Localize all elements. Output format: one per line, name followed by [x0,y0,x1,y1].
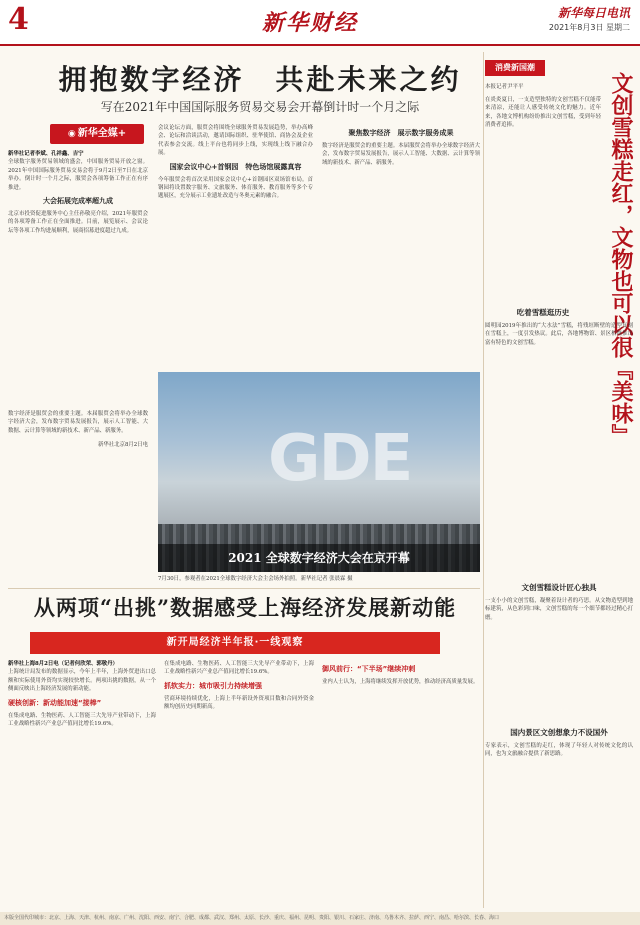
issue-date: 2021年8月3日 星期二 [548,23,630,32]
subhead-1-body: 北京市投资促进服务中心主任孙敬亮介绍，2021年服贸会的各项筹备工作正在全面推进。目前，展览展示、会议论坛等各项工作均进展顺利，展商招募进度超过九成。 [8,210,148,234]
subhead-2: 国家会议中心+首钢园 特色场馆展露真容 [169,162,302,171]
sidebar-author: 本报记者尹平平 [485,84,524,90]
sidebar-subhead-3-body: 专家表示，文创雪糕的走红，体现了年轻人对传统文化的认同，也为文旅融合提供了新思路。 [485,743,633,758]
print-cities-footer: 本版全国代印城市：北京、上海、天津、杭州、南京、广州、沈阳、西安、南宁、合肥、成都、武汉、郑州、太原、长沙、重庆、福州、昆明、贵阳、银川、石家庄、济南、乌鲁木齐、拉萨、西宁、南昌、哈尔滨、长春、海口 [0,912,640,925]
lead-column-3 [322,124,480,364]
page-header [0,0,640,46]
newspaper-brand: 新华每日电讯 [557,6,630,20]
sidebar-headline: 文创雪糕走红，文物也可以很『美味』 [608,72,634,446]
news-photo [158,372,480,572]
second-headline: 从两项“出挑”数据感受上海经济发展新动能 [33,595,457,620]
sidebar-subhead-1-body: 圆明园2019年推出的“大水法”雪糕，将残垣断壁的造型复刻在雪糕上，一度引发热议。此后，各地博物馆、景区相继推出富有特色的文创雪糕。 [485,323,633,346]
photo-credit: 7月30日，参观者在2021全球数字经济大会主会场外拍照。新华社记者 张晨霖 摄 [158,576,353,582]
lead-column-4 [8,410,148,580]
divider [8,588,480,589]
photo-caption-title: 2021 全球数字经济大会在京开幕 [158,544,480,572]
page-number: 4 [8,2,29,37]
subhead-1: 大会拓展完成率超九成 [43,196,113,205]
subhead-3-body: 数字经济是服贸会的重要主题。本届服贸会将举办全球数字经济大会，发布数字贸易发展报告，展示人工智能、大数据、云计算等领域的新技术、新产品、新服务。 [322,143,480,166]
section-title: 新华财经 [262,10,359,36]
second-column-3 [322,660,480,908]
column-rule [483,52,484,908]
sidebar-article [485,52,635,912]
second-column-2 [164,660,314,908]
second-subhead-3-body: 业内人士认为，上海将继续发挥开放优势，推动经济高质量发展。 [322,679,479,685]
sidebar-subhead-1: 吃着雪糕逛历史 [516,308,570,317]
sidebar-tag: 消费新国潮 [485,60,545,76]
byline: 新华社记者李斌、孔祥鑫、吉宁 [8,151,84,157]
lead-continued: 数字经济是服贸会的重要主题。本届服贸会将举办全球数字经济大会，发布数字贸易发展报告，展示人工智能、大数据、云计算等领域的新技术、新产品、新服务。 [8,411,148,434]
media-tag [50,124,144,144]
second-column-1 [8,660,156,908]
series-banner: 新开局经济半年报·一线观察 [30,632,440,654]
sidebar-subhead-2: 文创雪糕设计匠心独具 [521,583,597,592]
lead-mid-body: 会议论坛方面，服贸会将围绕全球服务贸易发展趋势，举办高峰会、论坛和洽谈活动，邀请国际组织、驻华使馆、商协会及企业代表参会交流。线上平台也将同步上线，实现线上线下融合办展。 [158,125,313,157]
second-subhead-1: 硬核创新：新动能加速“接棒” [8,698,102,707]
sidebar-subhead-3: 国内景区文创想象力不设国外 [510,728,608,737]
second-subhead-3: 御风前行：“下半场”继续冲刺 [322,665,416,673]
media-tag-label: 新华全媒+ [77,128,127,139]
broadcast-icon: ◉ [67,129,76,139]
photo-stage-graphic: GDE [268,422,412,496]
sidebar-subhead-2-body: 一支小小的文创雪糕，凝聚着设计者的巧思。从文物造型到地标建筑，从色彩到口味，文创雪糕的每一个细节都经过精心打磨。 [485,598,633,621]
second-body: 上海统计局发布的数据显示，今年上半年，上海外贸进出口总额和实际使用外资均实现较快增长。两项出挑的数据，从一个侧面反映出上海经济发展的新动能。 [8,669,156,693]
dateline: 新华社北京8月2日电 [98,442,148,449]
lead-column-1 [8,150,148,405]
lead-subheadline: 写在2021年中国国际服务贸易交易会开幕倒计时一个月之际 [100,100,420,114]
lead-intro: 全球数字服务贸易领域的盛会，中国服务贸易开放之窗。2021年中国国际服务贸易交易会将于9月2日至7日在北京举办。倒计时一个月之际，服贸会各项筹备工作正在有序推进。 [8,159,148,191]
lead-column-2 [158,124,313,364]
lead-headline: 拥抱数字经济 共赴未来之约 [58,63,462,96]
second-byline: 新华社上海8月2日电（记者何欣荣、郭敬丹） [8,661,118,667]
sidebar-intro: 在炎炎夏日，一支造型独特的文创雪糕不仅能带来清凉，还能让人感受传统文化的魅力。近年来，各地文博机构纷纷推出文创雪糕，受到年轻消费者追捧。 [485,97,601,129]
second-subhead-2: 抓软实力：城市吸引力持续增强 [164,681,262,690]
second-subhead-1-body: 在集成电路、生物医药、人工智能三大先导产业带动下，上海工业战略性新兴产业总产值同比增长19.6%。 [8,712,156,727]
subhead-2-body: 今年服贸会将首次采用国家会议中心+首钢园区双场馆布局。首钢园将设置数字服务、文旅服务、体育服务、教育服务等多个专题展区，充分展示工业遗址改造与冬奥元素的融合。 [158,176,313,200]
subhead-3: 聚焦数字经济 展示数字服务成果 [348,129,454,137]
second-body-cont: 在集成电路、生物医药、人工智能三大先导产业带动下，上海工业战略性新兴产业总产值同比增长19.6%。 [164,661,314,676]
second-subhead-2-body: 营商环境持续优化，上海上半年新设外资项目数和合同外资金额均创历史同期新高。 [164,695,314,711]
